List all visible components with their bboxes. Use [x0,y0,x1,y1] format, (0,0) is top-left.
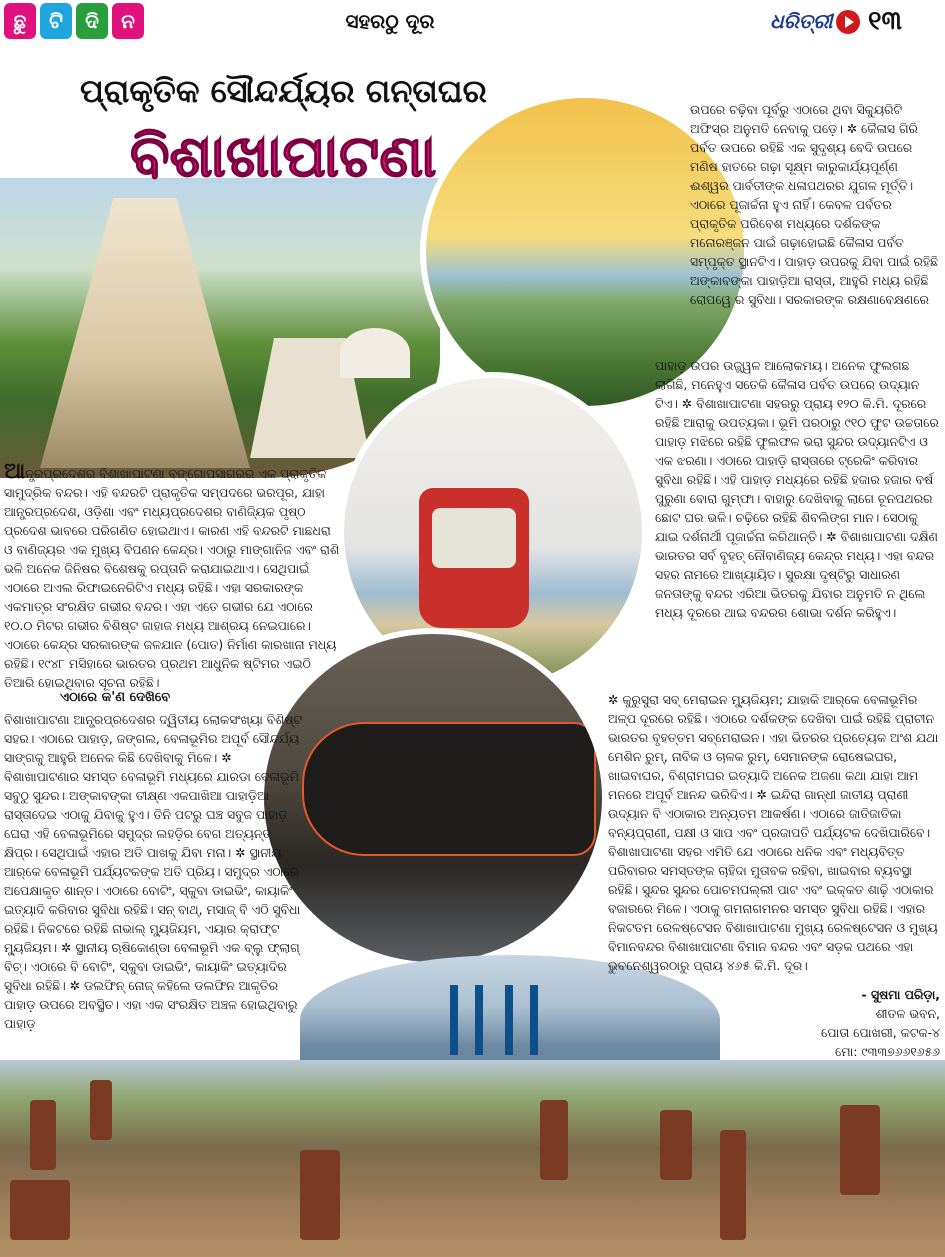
section-tile-1: ଛୁ [4,3,36,39]
ruin-stone [720,1130,746,1240]
ruin-stone [840,1105,880,1195]
headline: ପ୍ରାକୃତିକ ସୌନ୍ଦର୍ଯ୍ୟର ଗନ୍ତାଘର [80,72,487,110]
author-address-2: ପୋତା ପୋଖରୀ, କଟକ-୪ [821,1025,940,1040]
section-tile-2: ଟି [40,3,72,39]
temple-shrine [250,308,370,458]
sights-text: ବିଶାଖାପାଟଣା ଆନ୍ଧ୍ରପ୍ରଦେଶର ଦ୍ୱିତୀୟ ଲୋକସଂଖ୍ୟା ବିଶିଷ୍ଟ ସହର। ଏଠାରେ ପାହାଡ଼, ଜଙ୍ଗଲ, ବେଳାଭୂମିର ଅପୂର୍ବ ସୌନ୍ଦର୍ଯ୍ୟ ସାଙ୍ଗକୁ ଆହୁରି ଅନେକ କିଛି ଦେଖିବାକୁ ମିଳେ। ✲ ବିଶାଖାପାଟଣାର ସମସ୍ତ ବେଳାଭୂମି ମଧ୍ୟରେ ଯାରଡା ବେଳାଭୂମି ସବୁଠୁ ସୁନ୍ଦର। ଅଙ୍କାବଙ୍କା ତୀକ୍ଷ୍ଣ ଏକପାଖିଆ ପାହାଡ଼ିଆ ରାସ୍ତାଦେଇ ଏଠାକୁ ଯିବାକୁ ହୁଏ। ତିନି ପଟରୁ ଘଞ୍ଚ ସବୁଜ ପାହାଡ଼ ଘେରା ଏହି ବେଳାଭୂମିରେ ସମୁଦ୍ର ଲହଡ଼ିର ବେଗ ଅତ୍ୟନ୍ତ କ୍ଷିପ୍ର। ସେଥିପାଇଁ ଏହାର ଅତି ପାଖକୁ ଯିବା ମନା। ✲ ସ୍ଥାନୀୟ ଆର୍‌କେ ବେଳାଭୂମି ପର୍ଯ୍ୟଟକଙ୍କ ଅତି ପ୍ରିୟ। ସମୁଦ୍ର ଏଠାରେ ଅପେକ୍ଷାକୃତ ଶାନ୍ତ। ଏଠାରେ ବୋଟିଂ, ସ୍କୁବା ଡାଇଭିଂ, କାୟାକିଂ ଇତ୍ୟାଦି କରିବାର ସୁବିଧା ରହିଛି। ସନ୍ ବାଥ୍, ମସାଜ୍ ବି ଏଠି ସୁବିଧା ରହିଛି। ନିକଟରେ ରହିଛି ନାଭାଲ୍ ମ୍ୟୁଜିୟମ, ଏୟାର କ୍ରାଫ୍ଟ ମ୍ୟୁଜିୟମ। ✲ ସ୍ଥାନୀୟ ଋଷିକୋଣ୍ଡା ବେଳାଭୂମି ଏକ ବ୍ଲୁ ଫ୍ଲାଗ୍ ବିଚ୍। ଏଠାରେ ବି ବୋଟିଂ, ସ୍କୁବା ଡାଇଭିଂ, କାୟାକିଂ ଇତ୍ୟାଦିର ସୁବିଧା ରହିଛି। ✲ ଡଲଫିନ୍ ନୋଜ୍ କହିଲେ ଡଲଫିନ ଆକୃତିର ପାହାଡ଼ ଉପରେ ଅବସ୍ଥିତ। ଏହା ଏକ ସଂରକ୍ଷିତ ଅଞ୍ଚଳ ହୋଇଥିବାରୁ ପାହାଡ଼ [4,712,303,1031]
intro-paragraph [4,459,340,690]
page-title: ବିଶାଖାପାଟଣା [130,122,437,190]
port-crane [475,985,483,1055]
page-header [0,0,945,44]
temple-dome [340,328,410,378]
author-address-1: ଶୀତଳ ଭବନ, [875,1006,940,1021]
intro-text: ନ୍ଧ୍ରପ୍ରଦେଶର ବିଶାଖାପାଟଣା ବଙ୍ଗୋପସାଗରର ଏକ ପ୍ରାକୃତିକ ସାମୁଦ୍ରିକ ବନ୍ଦର। ଏହି ବନ୍ଦରଟି ପ୍ରାକୃତିକ ସମ୍ପଦରେ ଭରପୂର, ଯାହା ଆନ୍ଧ୍ରପ୍ରଦେଶ, ଓଡ଼ିଶା ଏବଂ ମଧ୍ୟପ୍ରଦେଶର ବାଣିଜ୍ୟିକ ପୃଷ୍ଠ ପ୍ରଦେଶ ଭାବରେ ପରିଗଣିତ ହୋଇଥାଏ। କାରଣ ଏହି ବନ୍ଦରଟି ମାଛଧରା ଓ ବାଣିଜ୍ୟର ଏକ ମୁଖ୍ୟ ବିପଣନ କେନ୍ଦ୍ର। ଏଠାରୁ ମାଙ୍ଗାନିଜ ଏବଂ ରାଶି ଭଳି ଅନେକ ଜିନିଷର ବିଶେଷକୁ ରପ୍ତାନି କରାଯାଇଥାଏ। ସେଥିପାଇଁ ଏଠାରେ ଅଏଲ ରିଫାଇନେରିଟିଏ ମଧ୍ୟ ରହିଛି। ଏହା ସରକାରଙ୍କ ଏକମାତ୍ର ସଂରକ୍ଷିତ ଗଭୀର ବନ୍ଦର। ଏହା ଏତେ ଗଭୀର ଯେ ଏଠାରେ ୧୦.୦ ମିଟର ଗଭୀର ବିଶିଷ୍ଟ ଜାହାଜ ମଧ୍ୟ ଆଶ୍ରୟ ନେଇପାରେ। ଏଠାରେ କେନ୍ଦ୍ର ସରକାରଙ୍କ ଜଳଯାନ (ପୋତ) ନିର୍ମାଣ କାରଖାନା ମଧ୍ୟ ରହିଛି। ୧୯୪୮ ମସିହାରେ ଭାରତର ପ୍ରଥମ ଆଧୁନିକ ଷ୍ଟିମର ଏଇଠି ତିଆରି ହୋଇଥିବାର ସୂଚନା ରହିଛି। [4,466,340,690]
ruin-stone [300,1150,340,1240]
section-tile-4: ନ [112,3,144,39]
buddhist-ruins-photo [0,1060,945,1257]
ruin-stone [10,1180,70,1240]
submarine-hull [304,724,594,854]
right-column-text-3: ✲ କୁରୁସୁରା ସବ୍ ମେରାଇନ ମ୍ୟୁଜିୟମ; ଯାହାକି ଆର୍‌କେ ବେଳାଭୂମିର ଅଳ୍ପ ଦୂରରେ ରହିଛି। ଏଠାରେ ଦର୍ଶକଙ୍କ ଦେଖିବା ପାଇଁ ରହିଛି ପ୍ରାଚୀନ ଭାରତର ବୃହତ୍ତମ ସବ୍‌ମେରାଇନ। ଏହା ଭିତରର ପ୍ରତ୍ୟେକ ଅଂଶ ଯଥା ମେଶିନ ରୁମ୍, ନାବିକ ଓ ଚାଳକ ରୁମ୍, ସେମାନଙ୍କ ରୋଷେଇଘର, ଖାଇବାଘର, ବିଶ୍ରାମଘର ଇତ୍ୟାଦି ଅନେକ ଅଜଣା କଥା ଯାହା ଆମ ମନରେ ଅପୂର୍ବ ଆନନ୍ଦ ଭରିଦିଏ। ✲ ଇନ୍ଦିରା ଗାନ୍ଧୀ ଜାତୀୟ ପ୍ରାଣୀ ଉଦ୍ୟାନ ବି ଏଠାକାର ଅନ୍ୟତମ ଆକର୍ଷଣ। ଏଠାରେ ଜାତିଜାତିକା ବନ୍ୟପ୍ରାଣୀ, ପକ୍ଷୀ ଓ ସାପ ଏବଂ ପ୍ରଜାପତି ପର୍ଯ୍ୟଟକ ଦେଖିପାରିବେ। ବିଶାଖାପାଟଣା ସହର ଏମିତି ଯେ ଏଠାରେ ଧନିକ ଏବଂ ମଧ୍ୟବିତ୍ତ ପରିବାରର ସମସ୍ତଙ୍କ ଚାହିଦା ମୁତାବକ ରହିବା, ଖାଇବାର ବ୍ୟବସ୍ଥା ରହିଛି। ସୁନ୍ଦର ସୁନ୍ଦର ପୋଚମପଲ୍ଲୀ ପାଟ ଏବଂ ଇକ୍କତ ଶାଢ଼ି ଏଠାକାର ବଜାରରେ ମିଳେ। ଏଠାକୁ ଗମନାଗମନର ସମସ୍ତ ସୁବିଧା ରହିଛି। ଏହାର ନିକଟତମ ରେଳଷ୍ଟେସନ ବିଶାଖାପାଟଣା ମୁଖ୍ୟ ରେଳଷ୍ଟେସନ ଓ ମୁଖ୍ୟ ବିମାନବନ୍ଦର ବିଶାଖାପାଟଣା ବିମାନ ବନ୍ଦର ଏବଂ ସଡ଼କ ପଥରେ ଏହା ଭୁବନେଶ୍ୱରଠାରୁ ପ୍ରାୟ ୪୬୫ କି.ମି. ଦୂର। [608,692,939,973]
port-crane [450,985,458,1055]
temple-tower [40,198,250,468]
sights-heading: ଏଠାରେ କ'ଣ ଦେଖିବେ [60,690,171,705]
author-name: - ସୁଷମା ପରିଡ଼ା, [861,987,940,1002]
port-crane [505,985,513,1055]
byline [712,985,940,1059]
cable-car-window [432,508,516,568]
ruin-stone [90,1080,112,1140]
author-phone: ମୋ: ୯୩୩୭୬୬୧୬୫୬ [835,1044,940,1059]
ruin-stone [540,1100,568,1180]
right-column-text-1: ଉପରେ ଚଢ଼ିବା ପୂର୍ବରୁ ଏଠାରେ ଥିବା ସିକ୍ୟୁରିଟି ଅଫିସ୍‌ର ଅନୁମତି ନେବାକୁ ପଡ଼େ। ✲ କୈଳାସ ଗିରି ପର୍ବତ ଉପରେ ରହିଛି ଏକ ସୁଦୃଶ୍ୟ ବେଦି ଉପରେ ମଣିଷ ହାତରେ ଗଢ଼ା ସୂକ୍ଷ୍ମ କାରୁକାର୍ଯ୍ୟପୂର୍ଣ୍ଣ ଈଶ୍ୱର ପାର୍ବତୀଙ୍କ ଧଳାପଥରର ଯୁଗଳ ମୂର୍ତ୍ତି। ଏଠାରେ ପୂଜାର୍ଚ୍ଚନା ହୁଏ ନାହିଁ। କେବଳ ପର୍ବତର ପ୍ରାକୃତିକ ପରିବେଶ ମଧ୍ୟରେ ଦର୍ଶକଙ୍କ ମନୋରଞ୍ଜନ ପାଇଁ ଗଢ଼ାହୋଇଛି କୈଳାସ ପର୍ବତ ସମ୍ପୃକ୍ତ ସ୍ଥାନଟିଏ। ପାହାଡ଼ ଉପରକୁ ଯିବା ପାଇଁ ରହିଛି ଅଙ୍କାବଙ୍କା ପାହାଡ଼ିଆ ରାସ୍ତା, ଆହୁରି ମଧ୍ୟ ରହିଛି ରୋପୱେ ର ସୁବିଧା। ସରକାରଙ୍କ ରକ୍ଷଣାବେକ୍ଷଣରେ [690,102,938,307]
section-tile-3: ଦି [76,3,108,39]
page-number: ୧୩ [868,6,902,36]
newspaper-logo: ଧରିତ୍ରୀ [770,9,833,33]
section-title: ସହରଠୁ ଦୂର [345,9,435,33]
port-crane [530,985,538,1055]
ruin-stone [30,1100,56,1170]
drop-cap: ଆ [4,459,26,484]
ruin-stone [660,1110,692,1180]
right-column-text-2: ପାହାଡ଼ ଉପର ଉଜ୍ଜ୍ୱଳ ଆଲୋକମୟ। ଅନେକ ଫୁଲଗଛ ଲାଗିଛି, ମନେହୁଏ ସତେକି କୈଳାସ ପର୍ବତ ଉପରେ ଉଦ୍ୟାନ ଟିଏ। ✲ ବିଶାଖାପାଟଣା ସହରରୁ ପ୍ରାୟ ୧୨୦ କି.ମି. ଦୂରରେ ରହିଛି ଆରାକୁ ଉପତ୍ୟକା। ଭୂମି ପରଠାରୁ ୯୧୦ ଫୁଟ ଉଚ୍ଚତାରେ ପାହାଡ଼ ମଝିରେ ରହିଛି ଫୁଲଫଳ ଭରା ସୁନ୍ଦର ଉଦ୍ୟାନଟିଏ ଓ ଏକ ଝରଣା। ଏଠାରେ ପାହାଡ଼ି ରାସ୍ତାରେ ଟ୍ରେକିଂ କରିବାର ସୁବିଧା ରହିଛି। ଏହି ପାହାଡ଼ ମଧ୍ୟରେ ରହିଛି ହଜାର ହଜାର ବର୍ଷ ପୁରୁଣା ବୋରା ଗୁମ୍ଫା। ବାହାରୁ ଦେଖିବାକୁ ଲାଗେ ଚୂନପଥରର ଛୋଟ ଘର ଭଳି। ଚଢ଼ିରେ ରହିଛି ଶିବଲିଙ୍ଗ ମାନ। ସେଠାକୁ ଯାଇ ଦର୍ଶନାର୍ଥୀ ପୂଜାର୍ଚ୍ଚନା କରିଥାନ୍ତି। ✲ ବିଶାଖାପାଟଣା ଦକ୍ଷିଣ ଭାରତର ସର୍ବ ବୃହତ୍ ନୌବାଣିଜ୍ୟ କେନ୍ଦ୍ର ମଧ୍ୟ। ଏହା ବନ୍ଦର ସହର ନାମରେ ଆଖ୍ୟାୟିତ। ସୁରକ୍ଷା ଦୃଷ୍ଟିରୁ ସାଧାରଣ ଜନତାଙ୍କୁ ବନ୍ଦର ଏରିଆ ଭିତରକୁ ଯିବାର ଅନୁମତି ନ ଥିଲେ ମଧ୍ୟ ଦୂରରେ ଥାଇ ବନ୍ଦରର ଶୋଭା ଦର୍ଶନ କରିହୁଏ। [655,358,939,620]
play-icon [836,10,860,34]
